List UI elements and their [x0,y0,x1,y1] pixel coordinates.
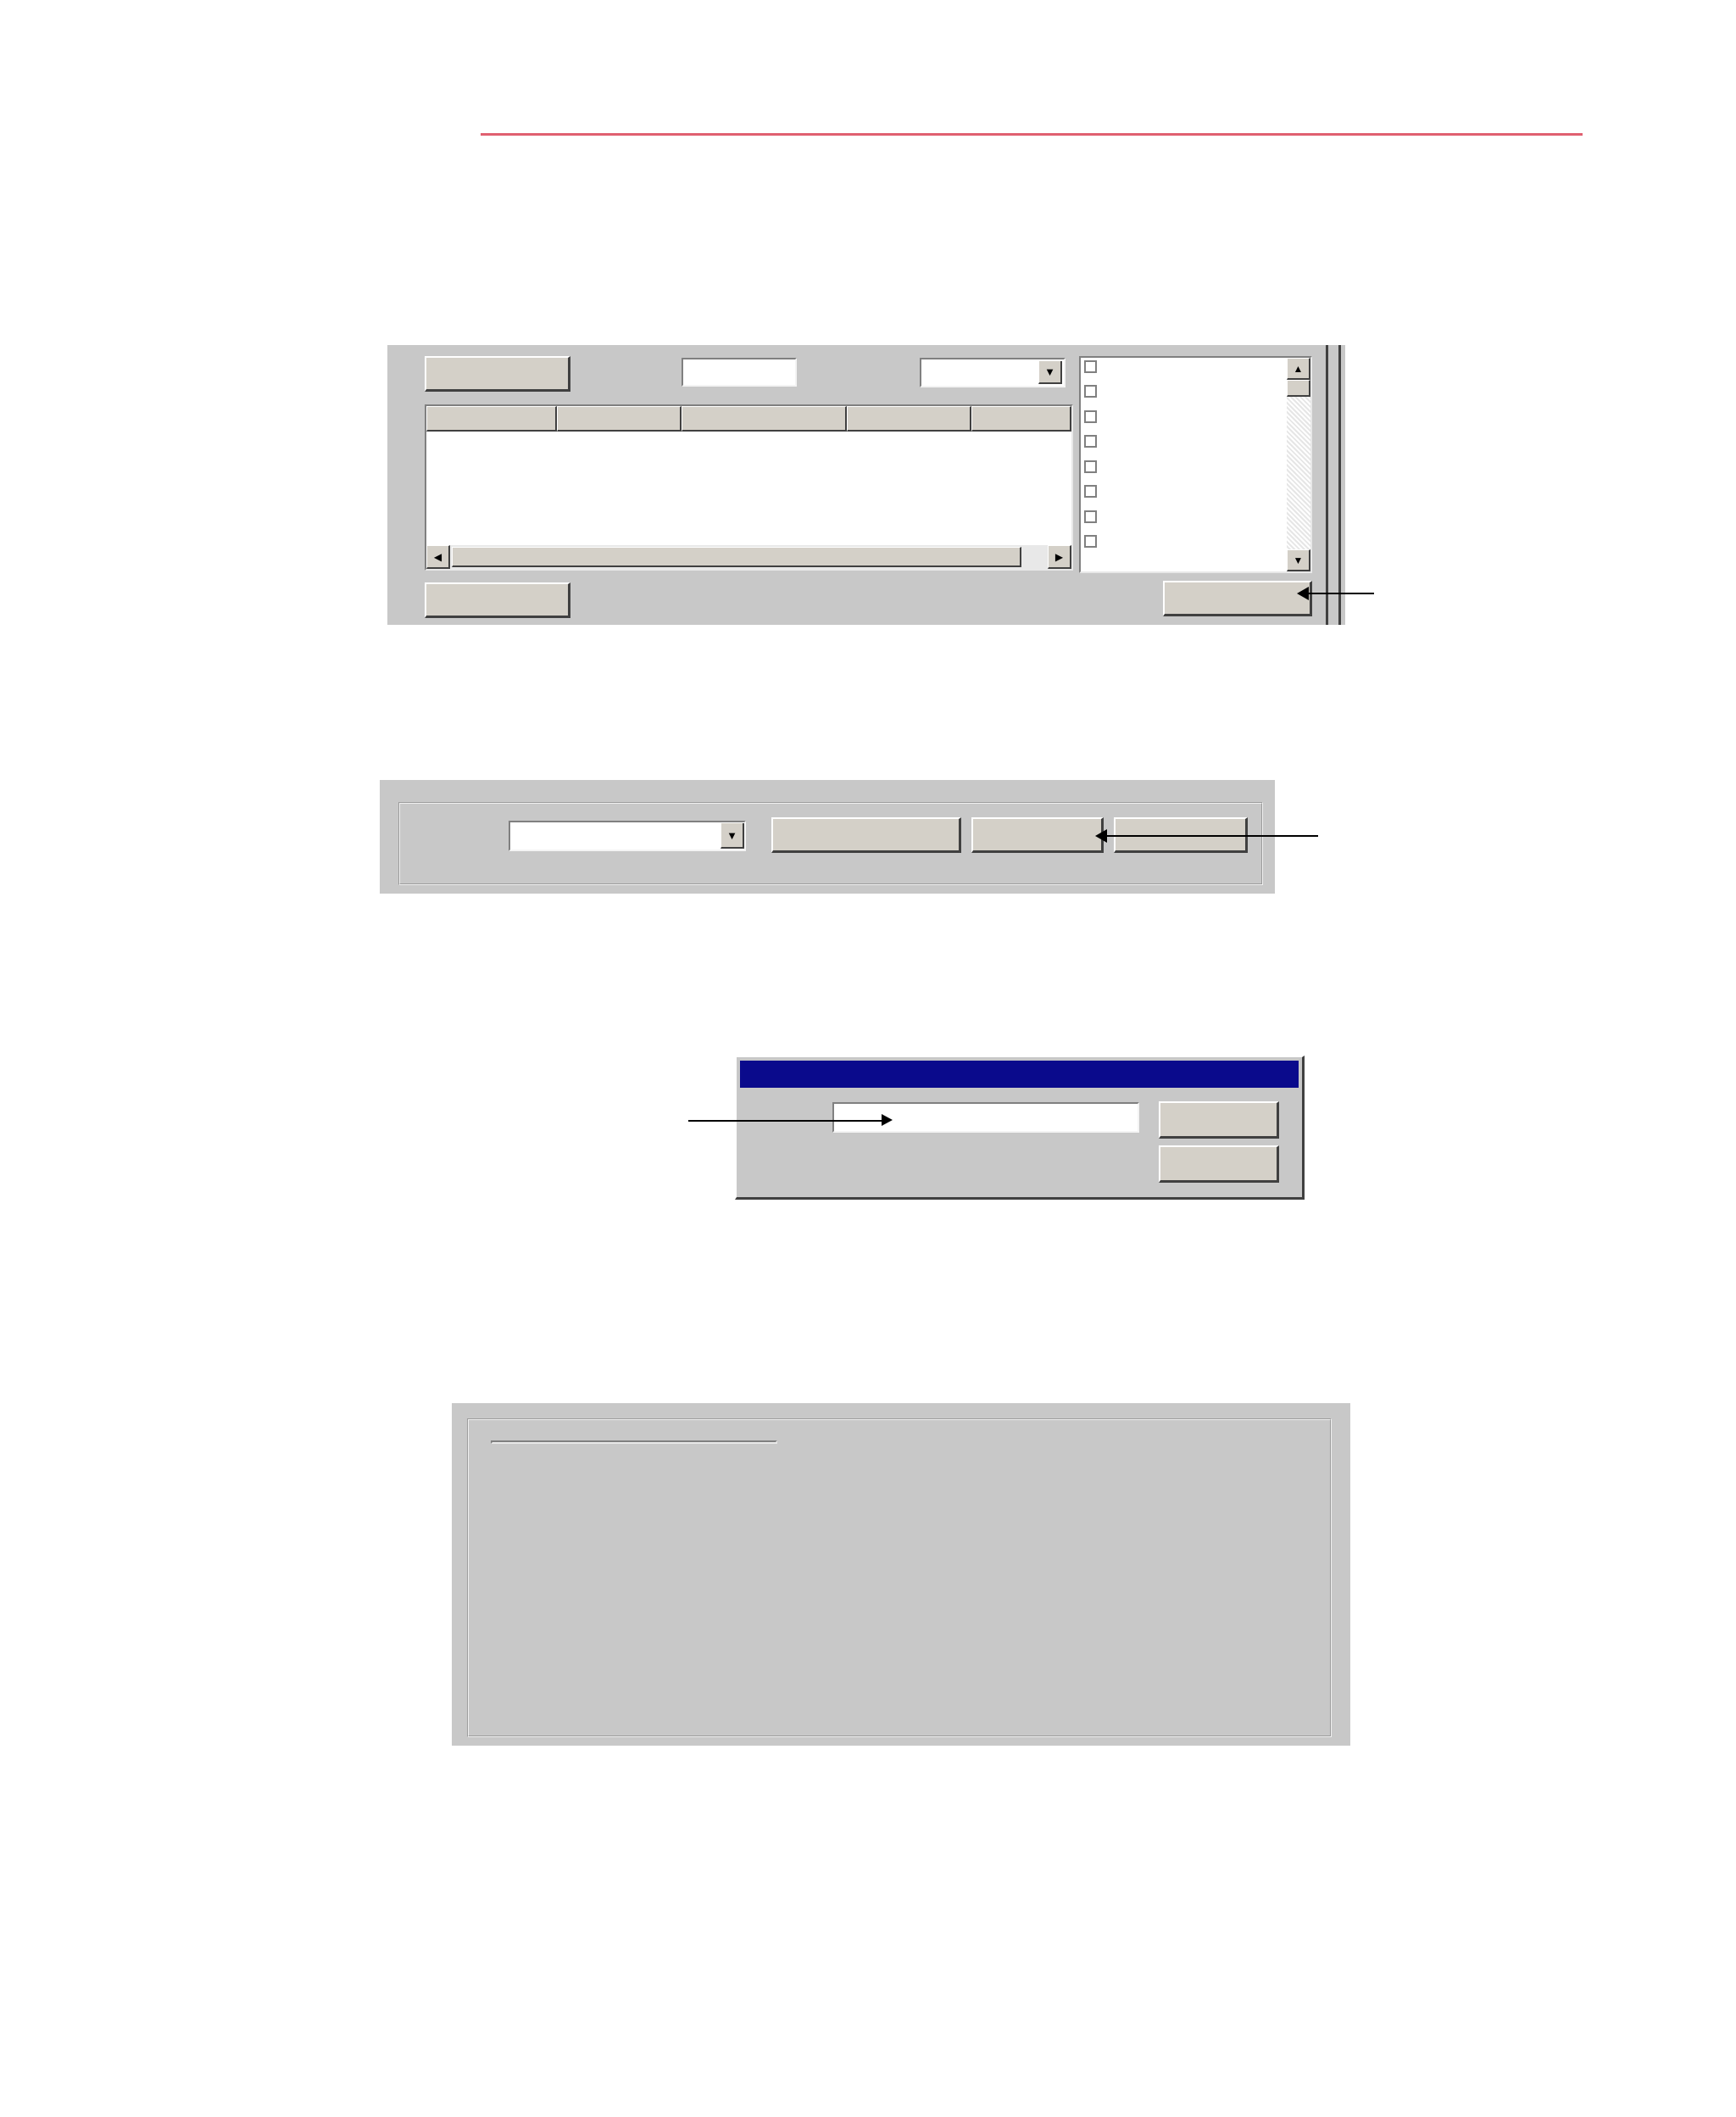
map-item[interactable] [1084,435,1100,448]
find-input[interactable] [682,358,797,387]
arrow-head-icon [1297,587,1309,600]
new-button[interactable] [971,817,1104,853]
threads-group [467,1418,1332,1737]
map-item[interactable] [1084,510,1100,523]
header-rule [481,133,1583,136]
column-header-map[interactable] [971,406,1071,432]
callout-leader [1304,593,1374,594]
cancel-button[interactable] [1159,1145,1279,1183]
map-name-input[interactable] [832,1102,1139,1133]
checkbox-icon[interactable] [1084,435,1097,448]
callout-leader [688,1120,882,1122]
dialog-titlebar[interactable] [740,1061,1299,1088]
panel-divider [1338,345,1341,625]
scroll-up-icon[interactable]: ▲ [1287,358,1310,380]
checkbox-icon[interactable] [1084,410,1097,423]
scroll-thumb[interactable] [1287,380,1310,397]
scroll-down-icon[interactable]: ▼ [1287,549,1310,571]
map-item[interactable] [1084,460,1100,473]
map-item[interactable] [1084,360,1100,373]
column-header-code[interactable] [426,406,557,432]
column-header-description[interactable] [682,406,847,432]
color-shapes-panel [387,345,1345,625]
column-header-weight[interactable] [847,406,971,432]
map-name-select[interactable] [509,821,746,851]
modify-maps-button[interactable] [1163,581,1312,616]
checkbox-icon[interactable] [1084,510,1097,523]
checkbox-icon[interactable] [1084,385,1097,398]
map-item[interactable] [1084,410,1100,423]
threads-panel [452,1403,1350,1746]
map-item[interactable] [1084,535,1100,548]
arrow-head-icon [882,1114,893,1126]
column-select[interactable] [920,358,1066,387]
scroll-right-icon[interactable]: ▶ [1048,545,1071,569]
match-button[interactable] [425,356,570,392]
new-thread-map-dialog [735,1056,1305,1200]
assign-button[interactable] [425,582,570,618]
panel-divider [1326,345,1328,625]
vertical-scrollbar[interactable] [1287,358,1310,571]
map-item[interactable] [1084,385,1100,398]
column-header-brand[interactable] [557,406,682,432]
horizontal-scrollbar[interactable] [426,545,1071,569]
checkbox-icon[interactable] [1084,460,1097,473]
checkbox-icon[interactable] [1084,485,1097,498]
unused [491,1440,777,1444]
map-item[interactable] [1084,485,1100,498]
modify-thread-map-dialog [380,780,1275,894]
maps-checklist[interactable] [1079,356,1312,573]
checkbox-icon[interactable] [1084,360,1097,373]
dropdown-arrow-icon[interactable]: ▼ [721,823,744,849]
scroll-thumb[interactable] [452,547,1021,567]
arrow-head-icon [1095,829,1107,843]
checkbox-icon[interactable] [1084,535,1097,548]
thread-list[interactable] [425,404,1073,571]
callout-leader [1102,835,1318,837]
scroll-left-icon[interactable]: ◀ [426,545,450,569]
dropdown-arrow-icon[interactable]: ▼ [1038,361,1062,384]
rename-button[interactable] [771,817,961,853]
ok-button[interactable] [1159,1101,1279,1139]
